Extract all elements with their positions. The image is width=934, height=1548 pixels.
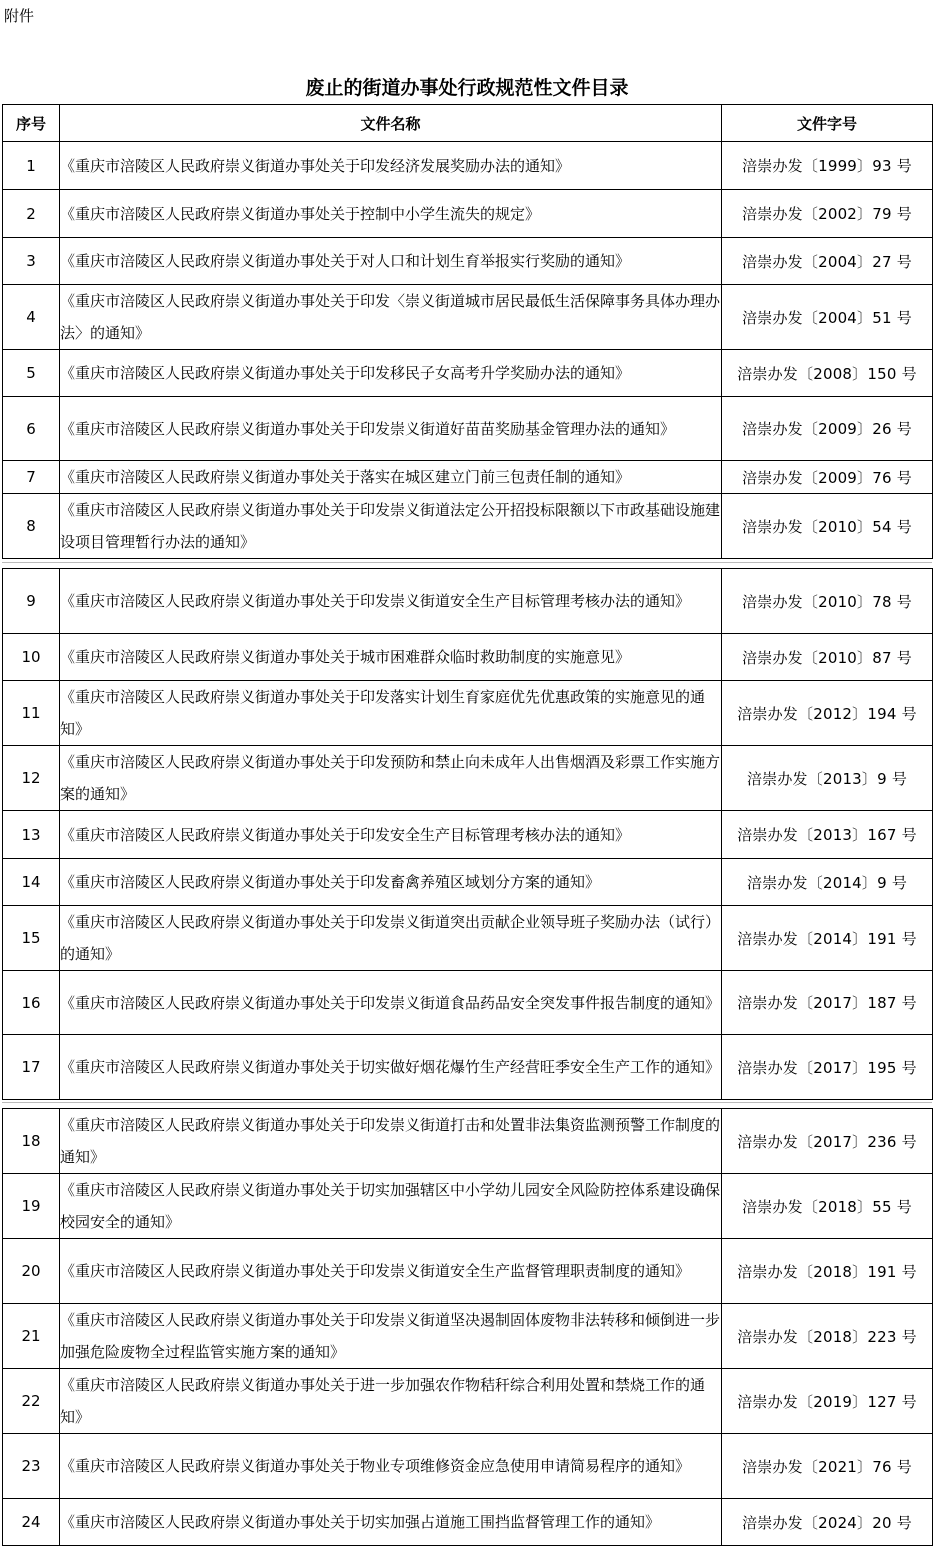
table-row xyxy=(3,906,933,971)
row-index: 20 xyxy=(3,1239,60,1304)
document-table-part-2 xyxy=(2,568,933,1100)
row-doc-name: 《重庆市涪陵区人民政府崇义街道办事处关于控制中小学生流失的规定》 xyxy=(60,190,722,238)
row-index: 22 xyxy=(3,1369,60,1434)
row-index: 13 xyxy=(3,811,60,859)
table-row xyxy=(3,634,933,681)
row-doc-no: 涪崇办发〔2008〕150 号 xyxy=(722,350,933,397)
header-name: 文件名称 xyxy=(60,105,722,142)
table-row xyxy=(3,285,933,350)
row-doc-name: 《重庆市涪陵区人民政府崇义街道办事处关于印发落实计划生育家庭优先优惠政策的实施意见的通知》 xyxy=(60,681,722,746)
row-index: 24 xyxy=(3,1499,60,1546)
row-index: 21 xyxy=(3,1304,60,1369)
row-index: 9 xyxy=(3,569,60,634)
table-row xyxy=(3,681,933,746)
row-doc-no: 涪崇办发〔2012〕194 号 xyxy=(722,681,933,746)
row-index: 15 xyxy=(3,906,60,971)
table-row xyxy=(3,238,933,285)
page-separator xyxy=(2,1102,932,1103)
row-index: 17 xyxy=(3,1035,60,1100)
table-row xyxy=(3,859,933,906)
table-row xyxy=(3,1174,933,1239)
row-doc-no: 涪崇办发〔2017〕195 号 xyxy=(722,1035,933,1100)
row-index: 12 xyxy=(3,746,60,811)
table-row xyxy=(3,494,933,559)
row-doc-name: 《重庆市涪陵区人民政府崇义街道办事处关于城市困难群众临时救助制度的实施意见》 xyxy=(60,634,722,681)
table-row xyxy=(3,350,933,397)
row-doc-name: 《重庆市涪陵区人民政府崇义街道办事处关于印发〈崇义街道城市居民最低生活保障事务具体办理办法〉的通知》 xyxy=(60,285,722,350)
row-doc-name: 《重庆市涪陵区人民政府崇义街道办事处关于印发崇义街道食品药品安全突发事件报告制度的通知》 xyxy=(60,971,722,1035)
row-doc-no: 涪崇办发〔2021〕76 号 xyxy=(722,1434,933,1499)
table-row xyxy=(3,811,933,859)
document-title: 废止的街道办事处行政规范性文件目录 xyxy=(305,77,629,99)
row-doc-no: 涪崇办发〔2010〕78 号 xyxy=(722,569,933,634)
row-index: 2 xyxy=(3,190,60,238)
row-doc-name: 《重庆市涪陵区人民政府崇义街道办事处关于切实加强占道施工围挡监督管理工作的通知》 xyxy=(60,1499,722,1546)
table-row xyxy=(3,1239,933,1304)
row-doc-no: 涪崇办发〔2013〕9 号 xyxy=(722,746,933,811)
header-doc-no: 文件字号 xyxy=(722,105,933,142)
row-doc-no: 涪崇办发〔2018〕191 号 xyxy=(722,1239,933,1304)
row-index: 6 xyxy=(3,397,60,461)
row-index: 18 xyxy=(3,1109,60,1174)
table-row xyxy=(3,1109,933,1174)
table-row xyxy=(3,569,933,634)
row-doc-name: 《重庆市涪陵区人民政府崇义街道办事处关于对人口和计划生育举报实行奖励的通知》 xyxy=(60,238,722,285)
table-row xyxy=(3,1035,933,1100)
row-index: 8 xyxy=(3,494,60,559)
row-doc-name: 《重庆市涪陵区人民政府崇义街道办事处关于印发畜禽养殖区域划分方案的通知》 xyxy=(60,859,722,906)
row-doc-name: 《重庆市涪陵区人民政府崇义街道办事处关于印发安全生产目标管理考核办法的通知》 xyxy=(60,811,722,859)
row-doc-no: 涪崇办发〔2004〕51 号 xyxy=(722,285,933,350)
row-doc-no: 涪崇办发〔2017〕236 号 xyxy=(722,1109,933,1174)
row-doc-no: 涪崇办发〔2014〕9 号 xyxy=(722,859,933,906)
document-table-part-1 xyxy=(2,104,933,559)
row-doc-no: 涪崇办发〔2014〕191 号 xyxy=(722,906,933,971)
row-doc-no: 涪崇办发〔2010〕54 号 xyxy=(722,494,933,559)
row-doc-name: 《重庆市涪陵区人民政府崇义街道办事处关于印发预防和禁止向未成年人出售烟酒及彩票工作实施方案的通知》 xyxy=(60,746,722,811)
table-row xyxy=(3,971,933,1035)
row-index: 23 xyxy=(3,1434,60,1499)
row-index: 7 xyxy=(3,461,60,494)
row-doc-name: 《重庆市涪陵区人民政府崇义街道办事处关于印发崇义街道法定公开招投标限额以下市政基础设施建设项目管理暂行办法的通知》 xyxy=(60,494,722,559)
row-index: 1 xyxy=(3,142,60,190)
row-doc-no: 涪崇办发〔2018〕223 号 xyxy=(722,1304,933,1369)
row-index: 3 xyxy=(3,238,60,285)
row-doc-name: 《重庆市涪陵区人民政府崇义街道办事处关于印发经济发展奖励办法的通知》 xyxy=(60,142,722,190)
table-row xyxy=(3,397,933,461)
row-doc-name: 《重庆市涪陵区人民政府崇义街道办事处关于切实做好烟花爆竹生产经营旺季安全生产工作的通知》 xyxy=(60,1035,722,1100)
row-doc-no: 涪崇办发〔2019〕127 号 xyxy=(722,1369,933,1434)
table-row xyxy=(3,142,933,190)
row-doc-no: 涪崇办发〔1999〕93 号 xyxy=(722,142,933,190)
row-doc-name: 《重庆市涪陵区人民政府崇义街道办事处关于印发崇义街道打击和处置非法集资监测预警工作制度的通知》 xyxy=(60,1109,722,1174)
row-doc-name: 《重庆市涪陵区人民政府崇义街道办事处关于印发移民子女高考升学奖励办法的通知》 xyxy=(60,350,722,397)
row-index: 14 xyxy=(3,859,60,906)
row-doc-name: 《重庆市涪陵区人民政府崇义街道办事处关于印发崇义街道安全生产监督管理职责制度的通知》 xyxy=(60,1239,722,1304)
page-separator xyxy=(2,562,932,563)
row-index: 11 xyxy=(3,681,60,746)
row-doc-no: 涪崇办发〔2018〕55 号 xyxy=(722,1174,933,1239)
attachment-label: 附件 xyxy=(4,7,35,25)
row-doc-no: 涪崇办发〔2024〕20 号 xyxy=(722,1499,933,1546)
row-index: 10 xyxy=(3,634,60,681)
row-index: 5 xyxy=(3,350,60,397)
row-doc-name: 《重庆市涪陵区人民政府崇义街道办事处关于印发崇义街道好苗苗奖励基金管理办法的通知》 xyxy=(60,397,722,461)
row-doc-name: 《重庆市涪陵区人民政府崇义街道办事处关于进一步加强农作物秸秆综合利用处置和禁烧工作的通知》 xyxy=(60,1369,722,1434)
table-row xyxy=(3,461,933,494)
row-doc-name: 《重庆市涪陵区人民政府崇义街道办事处关于印发崇义街道安全生产目标管理考核办法的通知》 xyxy=(60,569,722,634)
row-doc-no: 涪崇办发〔2002〕79 号 xyxy=(722,190,933,238)
table-row xyxy=(3,746,933,811)
table-row xyxy=(3,1369,933,1434)
table-row xyxy=(3,1499,933,1546)
table-row xyxy=(3,190,933,238)
table-header-row xyxy=(3,105,933,142)
header-index: 序号 xyxy=(3,105,60,142)
row-doc-name: 《重庆市涪陵区人民政府崇义街道办事处关于切实加强辖区中小学幼儿园安全风险防控体系建设确保校园安全的通知》 xyxy=(60,1174,722,1239)
row-doc-name: 《重庆市涪陵区人民政府崇义街道办事处关于印发崇义街道坚决遏制固体废物非法转移和倾倒进一步加强危险废物全过程监管实施方案的通知》 xyxy=(60,1304,722,1369)
row-index: 4 xyxy=(3,285,60,350)
row-doc-name: 《重庆市涪陵区人民政府崇义街道办事处关于印发崇义街道突出贡献企业领导班子奖励办法（试行）的通知》 xyxy=(60,906,722,971)
row-index: 19 xyxy=(3,1174,60,1239)
row-doc-no: 涪崇办发〔2009〕76 号 xyxy=(722,461,933,494)
row-doc-no: 涪崇办发〔2010〕87 号 xyxy=(722,634,933,681)
row-doc-no: 涪崇办发〔2017〕187 号 xyxy=(722,971,933,1035)
row-doc-no: 涪崇办发〔2004〕27 号 xyxy=(722,238,933,285)
document-table-part-3 xyxy=(2,1108,933,1546)
row-doc-no: 涪崇办发〔2013〕167 号 xyxy=(722,811,933,859)
table-row xyxy=(3,1304,933,1369)
row-doc-name: 《重庆市涪陵区人民政府崇义街道办事处关于落实在城区建立门前三包责任制的通知》 xyxy=(60,461,722,494)
row-index: 16 xyxy=(3,971,60,1035)
row-doc-no: 涪崇办发〔2009〕26 号 xyxy=(722,397,933,461)
table-row xyxy=(3,1434,933,1499)
row-doc-name: 《重庆市涪陵区人民政府崇义街道办事处关于物业专项维修资金应急使用申请简易程序的通知》 xyxy=(60,1434,722,1499)
